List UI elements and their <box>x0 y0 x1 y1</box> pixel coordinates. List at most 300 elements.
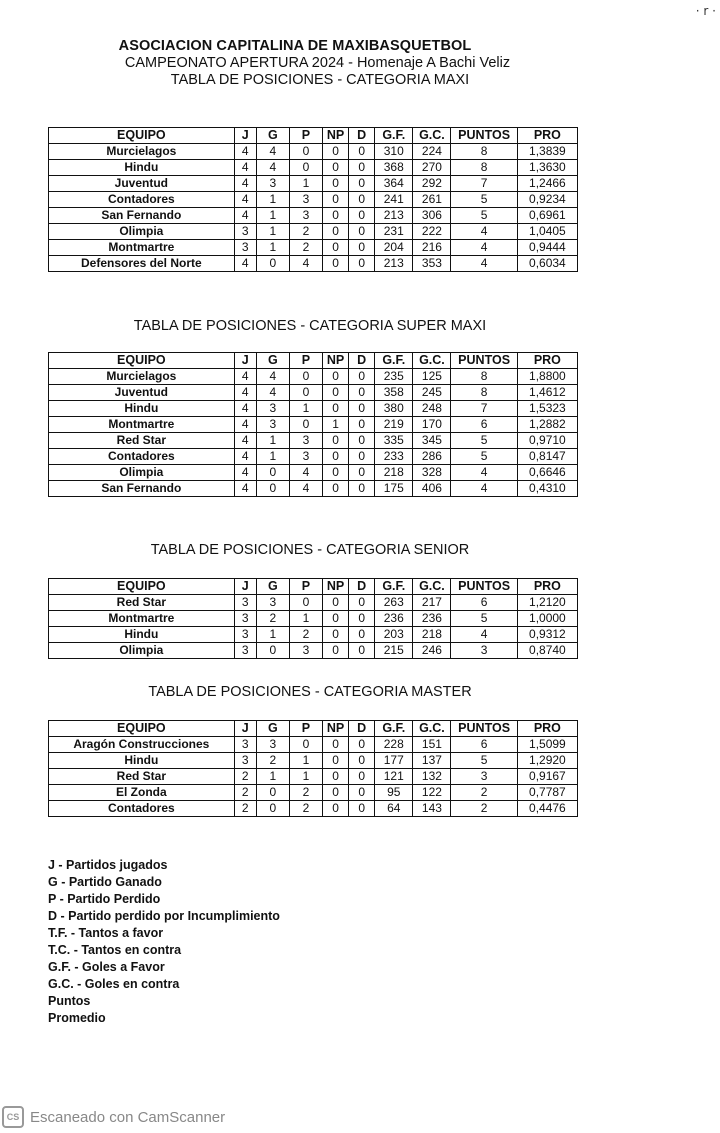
stat-cell: 0 <box>349 769 375 785</box>
stat-cell: 3 <box>256 595 289 611</box>
table-row <box>49 192 578 208</box>
stat-cell: 6 <box>451 417 517 433</box>
team-name-cell: Murcielagos <box>49 369 235 385</box>
stat-cell: 2 <box>289 240 322 256</box>
stat-cell: 0 <box>323 401 349 417</box>
team-name-cell: Juventud <box>49 176 235 192</box>
stat-cell: 8 <box>451 385 517 401</box>
column-header: PUNTOS <box>451 128 517 144</box>
stat-cell: 64 <box>375 801 413 817</box>
stat-cell: 219 <box>375 417 413 433</box>
column-header: J <box>234 128 256 144</box>
stat-cell: 380 <box>375 401 413 417</box>
stat-cell: 358 <box>375 385 413 401</box>
column-header: G <box>256 353 289 369</box>
stat-cell: 1,0000 <box>517 611 577 627</box>
legend-item: P - Partido Perdido <box>48 892 161 906</box>
stat-cell: 204 <box>375 240 413 256</box>
stat-cell: 368 <box>375 160 413 176</box>
stat-cell: 151 <box>413 737 451 753</box>
stat-cell: 0 <box>323 369 349 385</box>
table-row <box>49 160 578 176</box>
table-row <box>49 465 578 481</box>
stat-cell: 0,8147 <box>517 449 577 465</box>
stat-cell: 3 <box>234 643 256 659</box>
team-name-cell: Hindu <box>49 753 235 769</box>
stat-cell: 5 <box>451 449 517 465</box>
column-header: G.C. <box>413 128 451 144</box>
table-row <box>49 433 578 449</box>
column-header: EQUIPO <box>49 721 235 737</box>
stat-cell: 0,4476 <box>517 801 577 817</box>
stat-cell: 0 <box>349 192 375 208</box>
stat-cell: 1 <box>256 240 289 256</box>
table-header-row <box>49 128 578 144</box>
table-row <box>49 369 578 385</box>
stat-cell: 0 <box>323 176 349 192</box>
stat-cell: 0 <box>323 465 349 481</box>
stat-cell: 1,3839 <box>517 144 577 160</box>
column-header: G <box>256 721 289 737</box>
table-row <box>49 643 578 659</box>
stat-cell: 0 <box>349 737 375 753</box>
stat-cell: 231 <box>375 224 413 240</box>
stat-cell: 4 <box>451 481 517 497</box>
stat-cell: 175 <box>375 481 413 497</box>
column-header: G.C. <box>413 579 451 595</box>
stat-cell: 3 <box>289 449 322 465</box>
stat-cell: 228 <box>375 737 413 753</box>
legend-item: T.C. - Tantos en contra <box>48 943 182 957</box>
legend-item: Puntos <box>48 994 91 1008</box>
column-header: PUNTOS <box>451 579 517 595</box>
stat-cell: 213 <box>375 208 413 224</box>
team-name-cell: Olimpia <box>49 224 235 240</box>
stat-cell: 4 <box>451 627 517 643</box>
stat-cell: 3 <box>256 401 289 417</box>
stat-cell: 5 <box>451 208 517 224</box>
stat-cell: 0,9312 <box>517 627 577 643</box>
stat-cell: 203 <box>375 627 413 643</box>
stat-cell: 3 <box>289 192 322 208</box>
stat-cell: 0 <box>289 369 322 385</box>
stat-cell: 0 <box>256 256 289 272</box>
standings-table-master <box>48 720 578 817</box>
stat-cell: 0 <box>289 144 322 160</box>
stat-cell: 0 <box>323 769 349 785</box>
stat-cell: 1,2120 <box>517 595 577 611</box>
stat-cell: 261 <box>413 192 451 208</box>
stat-cell: 0 <box>323 449 349 465</box>
stat-cell: 1 <box>289 176 322 192</box>
team-name-cell: Red Star <box>49 769 235 785</box>
stat-cell: 2 <box>289 627 322 643</box>
column-header: G <box>256 579 289 595</box>
stat-cell: 0 <box>349 385 375 401</box>
stat-cell: 0 <box>256 801 289 817</box>
column-header: NP <box>323 128 349 144</box>
stat-cell: 1 <box>289 769 322 785</box>
stat-cell: 1 <box>256 449 289 465</box>
team-name-cell: Contadores <box>49 449 235 465</box>
stat-cell: 143 <box>413 801 451 817</box>
stat-cell: 0 <box>349 401 375 417</box>
column-header: P <box>289 128 322 144</box>
column-header: J <box>234 579 256 595</box>
stat-cell: 3 <box>451 769 517 785</box>
stat-cell: 8 <box>451 369 517 385</box>
stat-cell: 0 <box>289 595 322 611</box>
stat-cell: 1 <box>256 769 289 785</box>
stat-cell: 0 <box>349 417 375 433</box>
column-header: G <box>256 128 289 144</box>
stat-cell: 0 <box>323 192 349 208</box>
stat-cell: 3 <box>234 611 256 627</box>
stat-cell: 4 <box>234 160 256 176</box>
stat-cell: 1 <box>289 401 322 417</box>
standings-table-maxi <box>48 127 578 272</box>
column-header: D <box>349 721 375 737</box>
stat-cell: 4 <box>234 385 256 401</box>
table-row <box>49 401 578 417</box>
stat-cell: 0,9167 <box>517 769 577 785</box>
team-name-cell: Montmartre <box>49 611 235 627</box>
stat-cell: 1 <box>289 611 322 627</box>
legend-item: G - Partido Ganado <box>48 875 162 889</box>
stat-cell: 0 <box>349 611 375 627</box>
stat-cell: 0 <box>323 627 349 643</box>
stat-cell: 1 <box>256 627 289 643</box>
stat-cell: 292 <box>413 176 451 192</box>
column-header: G.F. <box>375 353 413 369</box>
stat-cell: 1,2466 <box>517 176 577 192</box>
table-row <box>49 753 578 769</box>
stat-cell: 263 <box>375 595 413 611</box>
stat-cell: 3 <box>256 737 289 753</box>
stat-cell: 1,2882 <box>517 417 577 433</box>
stat-cell: 5 <box>451 753 517 769</box>
column-header: EQUIPO <box>49 128 235 144</box>
stat-cell: 0 <box>323 737 349 753</box>
stat-cell: 1 <box>256 433 289 449</box>
stat-cell: 2 <box>451 785 517 801</box>
team-name-cell: Contadores <box>49 801 235 817</box>
column-header: G.F. <box>375 579 413 595</box>
stat-cell: 0 <box>323 801 349 817</box>
column-header: G.C. <box>413 353 451 369</box>
column-header: PRO <box>517 128 577 144</box>
column-header: PUNTOS <box>451 721 517 737</box>
stat-cell: 4 <box>234 176 256 192</box>
table-row <box>49 385 578 401</box>
stat-cell: 4 <box>234 449 256 465</box>
stat-cell: 353 <box>413 256 451 272</box>
stat-cell: 0,6961 <box>517 208 577 224</box>
stat-cell: 0,9444 <box>517 240 577 256</box>
stat-cell: 0 <box>323 595 349 611</box>
stat-cell: 0,6034 <box>517 256 577 272</box>
stat-cell: 8 <box>451 160 517 176</box>
stat-cell: 0 <box>323 208 349 224</box>
stat-cell: 218 <box>375 465 413 481</box>
scanner-footer-text: Escaneado con CamScanner <box>30 1108 226 1126</box>
stat-cell: 0 <box>349 144 375 160</box>
stat-cell: 4 <box>451 224 517 240</box>
table-row <box>49 224 578 240</box>
stat-cell: 0 <box>323 144 349 160</box>
stat-cell: 1 <box>256 224 289 240</box>
stat-cell: 4 <box>234 401 256 417</box>
table-title-super-maxi: TABLA DE POSICIONES - CATEGORIA SUPER MAXI <box>133 318 487 334</box>
stat-cell: 1,3630 <box>517 160 577 176</box>
stat-cell: 0 <box>256 643 289 659</box>
stat-cell: 2 <box>234 785 256 801</box>
stat-cell: 0 <box>349 643 375 659</box>
stat-cell: 0 <box>323 433 349 449</box>
table-title-senior: TABLA DE POSICIONES - CATEGORIA SENIOR <box>150 542 470 558</box>
stat-cell: 4 <box>451 256 517 272</box>
column-header: G.C. <box>413 721 451 737</box>
stat-cell: 6 <box>451 595 517 611</box>
table-row <box>49 769 578 785</box>
stat-cell: 0 <box>256 465 289 481</box>
stat-cell: 137 <box>413 753 451 769</box>
stat-cell: 1 <box>256 192 289 208</box>
table-row <box>49 256 578 272</box>
team-name-cell: Olimpia <box>49 465 235 481</box>
legend-item: T.F. - Tantos a favor <box>48 926 164 940</box>
stat-cell: 3 <box>234 224 256 240</box>
legend-item: G.C. - Goles en contra <box>48 977 180 991</box>
stat-cell: 235 <box>375 369 413 385</box>
stat-cell: 2 <box>289 785 322 801</box>
stat-cell: 4 <box>234 256 256 272</box>
team-name-cell: Red Star <box>49 595 235 611</box>
document-header <box>0 38 620 88</box>
stat-cell: 345 <box>413 433 451 449</box>
legend-item: D - Partido perdido por Incumplimiento <box>48 909 280 923</box>
stat-cell: 286 <box>413 449 451 465</box>
table-header-row <box>49 721 578 737</box>
stat-cell: 4 <box>234 481 256 497</box>
stat-cell: 0 <box>323 643 349 659</box>
stat-cell: 4 <box>451 240 517 256</box>
stat-cell: 0 <box>349 595 375 611</box>
team-name-cell: Olimpia <box>49 643 235 659</box>
table-row <box>49 144 578 160</box>
team-name-cell: Montmartre <box>49 417 235 433</box>
stat-cell: 4 <box>234 192 256 208</box>
team-name-cell: Montmartre <box>49 240 235 256</box>
stat-cell: 7 <box>451 176 517 192</box>
stat-cell: 0,9234 <box>517 192 577 208</box>
standings-table-super-maxi <box>48 352 578 497</box>
column-header: PRO <box>517 353 577 369</box>
table-title-maxi: TABLA DE POSICIONES - CATEGORIA MAXI <box>170 72 470 88</box>
stat-cell: 236 <box>375 611 413 627</box>
stat-cell: 222 <box>413 224 451 240</box>
stat-cell: 3 <box>256 176 289 192</box>
column-header: J <box>234 353 256 369</box>
stat-cell: 3 <box>256 417 289 433</box>
table-row <box>49 785 578 801</box>
stat-cell: 8 <box>451 144 517 160</box>
team-name-cell: Contadores <box>49 192 235 208</box>
stat-cell: 1,8800 <box>517 369 577 385</box>
stat-cell: 0 <box>349 369 375 385</box>
stat-cell: 0 <box>289 737 322 753</box>
stat-cell: 0 <box>349 224 375 240</box>
stat-cell: 215 <box>375 643 413 659</box>
stat-cell: 0 <box>323 785 349 801</box>
column-header: PUNTOS <box>451 353 517 369</box>
table-row <box>49 449 578 465</box>
stat-cell: 0 <box>289 385 322 401</box>
stat-cell: 125 <box>413 369 451 385</box>
column-header: EQUIPO <box>49 353 235 369</box>
stat-cell: 245 <box>413 385 451 401</box>
stat-cell: 246 <box>413 643 451 659</box>
stat-cell: 4 <box>289 481 322 497</box>
stat-cell: 328 <box>413 465 451 481</box>
stat-cell: 0,7787 <box>517 785 577 801</box>
stat-cell: 4 <box>256 369 289 385</box>
stat-cell: 4 <box>451 465 517 481</box>
table-row <box>49 417 578 433</box>
legend-item: G.F. - Goles a Favor <box>48 960 165 974</box>
column-header: P <box>289 579 322 595</box>
stat-cell: 0 <box>323 224 349 240</box>
stat-cell: 4 <box>289 465 322 481</box>
stat-cell: 4 <box>234 208 256 224</box>
stat-cell: 4 <box>234 144 256 160</box>
table-row <box>49 627 578 643</box>
stat-cell: 1 <box>256 208 289 224</box>
stat-cell: 0 <box>323 385 349 401</box>
stat-cell: 335 <box>375 433 413 449</box>
column-header: PRO <box>517 721 577 737</box>
column-header: G.F. <box>375 721 413 737</box>
stat-cell: 364 <box>375 176 413 192</box>
stat-cell: 7 <box>451 401 517 417</box>
stat-cell: 0 <box>349 176 375 192</box>
stat-cell: 4 <box>256 144 289 160</box>
stat-cell: 1,5099 <box>517 737 577 753</box>
column-header: NP <box>323 579 349 595</box>
stat-cell: 121 <box>375 769 413 785</box>
stat-cell: 217 <box>413 595 451 611</box>
scanner-footer <box>2 1106 225 1128</box>
table-row <box>49 611 578 627</box>
stat-cell: 1 <box>323 417 349 433</box>
stat-cell: 170 <box>413 417 451 433</box>
stat-cell: 0 <box>323 481 349 497</box>
stat-cell: 2 <box>289 801 322 817</box>
stat-cell: 4 <box>256 385 289 401</box>
standings-table-senior <box>48 578 578 659</box>
stat-cell: 241 <box>375 192 413 208</box>
column-header: D <box>349 353 375 369</box>
stat-cell: 0 <box>323 611 349 627</box>
table-row <box>49 208 578 224</box>
stat-cell: 3 <box>234 753 256 769</box>
stat-cell: 0 <box>349 208 375 224</box>
stat-cell: 0 <box>323 240 349 256</box>
stat-cell: 218 <box>413 627 451 643</box>
column-header: EQUIPO <box>49 579 235 595</box>
stat-cell: 0 <box>349 801 375 817</box>
team-name-cell: Murcielagos <box>49 144 235 160</box>
stat-cell: 0 <box>349 449 375 465</box>
column-header: NP <box>323 721 349 737</box>
stat-cell: 0 <box>349 433 375 449</box>
table-row <box>49 801 578 817</box>
stat-cell: 0 <box>349 627 375 643</box>
team-name-cell: San Fernando <box>49 208 235 224</box>
table-title-master: TABLA DE POSICIONES - CATEGORIA MASTER <box>148 684 472 700</box>
stat-cell: 6 <box>451 737 517 753</box>
team-name-cell: Aragón Construcciones <box>49 737 235 753</box>
stat-cell: 1,5323 <box>517 401 577 417</box>
organization-title: ASOCIACION CAPITALINA DE MAXIBASQUETBOL <box>118 38 472 54</box>
stat-cell: 4 <box>234 417 256 433</box>
stat-cell: 248 <box>413 401 451 417</box>
stat-cell: 132 <box>413 769 451 785</box>
stat-cell: 3 <box>289 208 322 224</box>
team-name-cell: Red Star <box>49 433 235 449</box>
stat-cell: 406 <box>413 481 451 497</box>
stat-cell: 0 <box>349 481 375 497</box>
stat-cell: 4 <box>234 465 256 481</box>
team-name-cell: Hindu <box>49 160 235 176</box>
stat-cell: 0 <box>256 481 289 497</box>
stat-cell: 0 <box>256 785 289 801</box>
stat-cell: 3 <box>451 643 517 659</box>
legend-item: J - Partidos jugados <box>48 858 168 872</box>
stat-cell: 270 <box>413 160 451 176</box>
stat-cell: 2 <box>256 753 289 769</box>
stat-cell: 0,4310 <box>517 481 577 497</box>
stat-cell: 1,0405 <box>517 224 577 240</box>
stat-cell: 3 <box>289 643 322 659</box>
team-name-cell: El Zonda <box>49 785 235 801</box>
stat-cell: 1,4612 <box>517 385 577 401</box>
table-row <box>49 176 578 192</box>
column-header: D <box>349 579 375 595</box>
stat-cell: 0,9710 <box>517 433 577 449</box>
stat-cell: 4 <box>234 369 256 385</box>
stat-cell: 306 <box>413 208 451 224</box>
stat-cell: 0 <box>289 160 322 176</box>
stat-cell: 0 <box>349 465 375 481</box>
stat-cell: 0 <box>323 256 349 272</box>
stat-cell: 1 <box>289 753 322 769</box>
column-header: G.F. <box>375 128 413 144</box>
stat-cell: 0 <box>349 785 375 801</box>
team-name-cell: San Fernando <box>49 481 235 497</box>
column-header: D <box>349 128 375 144</box>
stat-cell: 310 <box>375 144 413 160</box>
stat-cell: 0 <box>323 160 349 176</box>
stat-cell: 3 <box>234 595 256 611</box>
stat-cell: 0,8740 <box>517 643 577 659</box>
column-header: PRO <box>517 579 577 595</box>
stat-cell: 2 <box>289 224 322 240</box>
stat-cell: 0,6646 <box>517 465 577 481</box>
stat-cell: 3 <box>234 240 256 256</box>
stat-cell: 216 <box>413 240 451 256</box>
stat-cell: 236 <box>413 611 451 627</box>
